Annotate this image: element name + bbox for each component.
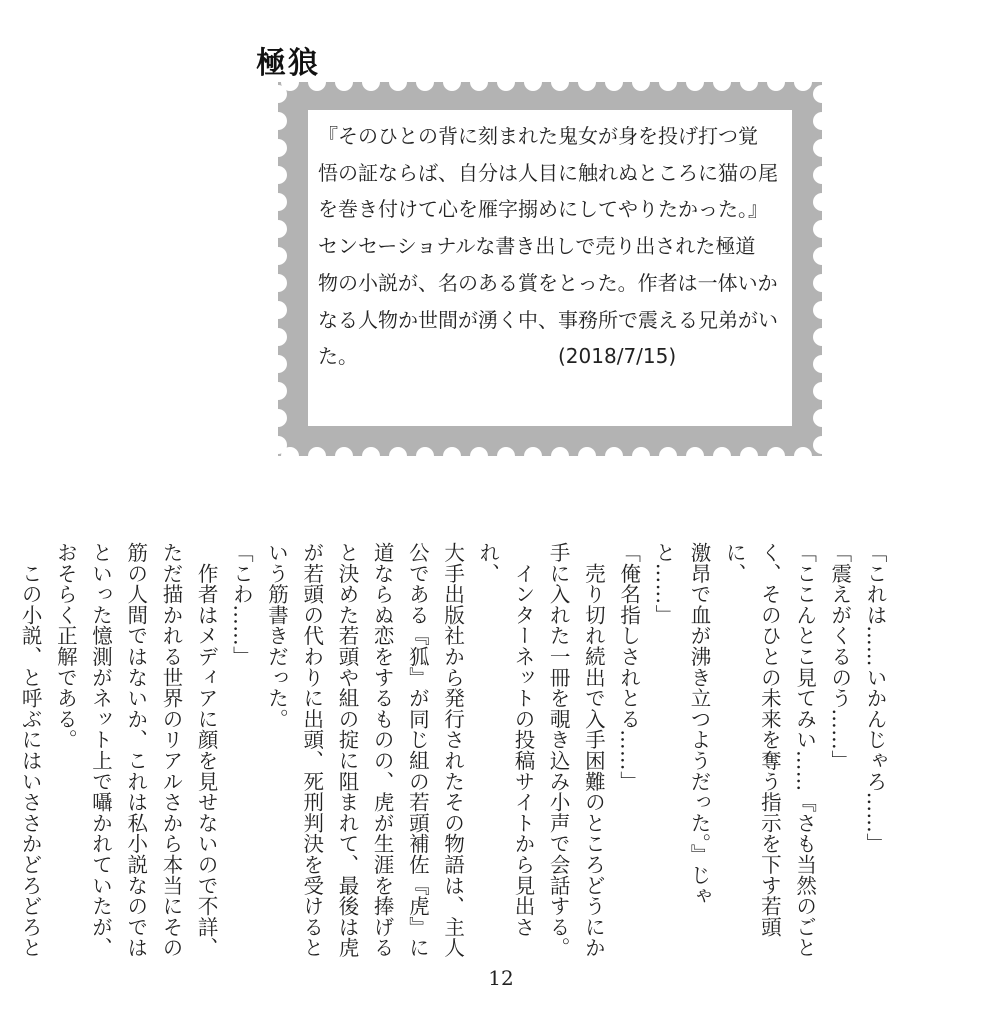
body-line: と決めた若頭や組の掟に阻まれて、最後は虎 [334,542,359,958]
body-line: が若頭の代わりに出頭、死刑判決を受けると [299,542,324,958]
body-line: 「震えがくるのう……」 [827,542,852,771]
synopsis-line-last [318,338,788,375]
body-line: インターネットの投稿サイトから見出され、 [475,542,535,938]
body-line: おそらく正解である。 [53,542,78,750]
body-line: 売り切れ続出で入手困難のところどうにか [581,542,606,958]
body-line: といった憶測がネット上で囁かれていたが、 [88,542,113,958]
body-line: 作者はメディアに顔を見せないので不詳、 [194,542,219,958]
body-line: 大手出版社から発行されたその物語は、主人 [440,542,465,958]
synopsis-line: センセーショナルな書き出しで売り出された極道 [318,234,756,259]
body-text [12,542,892,962]
synopsis-line: 悟の証ならば、自分は人目に触れぬところに猫の尾 [318,160,778,185]
body-line: 「俺名指しされとる……」 [616,542,641,792]
synopsis-line: 『そのひとの背に刻まれた鬼女が身を投げ打つ覚 [318,124,758,148]
body-line: 「こわ……」 [229,542,254,667]
body-line: 「ここんとこ見てみい……『さも当然のごと [792,542,817,958]
body-line: 公である『狐』が同じ組の若頭補佐『虎』に [405,542,430,958]
page-number: 12 [488,966,514,990]
synopsis-date: (2018/7/15) [558,344,677,369]
body-line: 「これは……いかんじゃろ……」 [863,542,887,854]
body-line: この小説、と呼ぶにはいささかどろどろと [18,542,43,958]
body-line: 道ならぬ恋をするものの、虎が生涯を捧げる [370,542,395,958]
synopsis-line: なる人物か世間が湧く中、事務所で震える兄弟がい [318,307,778,332]
synopsis-line: 物の小説が、名のある賞をとった。作者は一体いか [318,270,778,295]
body-line: ただ描かれる世界のリアルさから本当にその [158,542,183,958]
body-line: 筋の人間ではないか、これは私小説なのでは [123,542,148,958]
body-line: 手に入れた一冊を覗き込み小声で会話する。 [546,542,571,958]
body-line: いう筋書きだった。 [264,542,289,730]
story-title: 極狼 [256,46,320,81]
body-line: く、そのひとの未来を奪う指示を下す若頭に、 [722,542,782,938]
synopsis-line: を巻き付けて心を雁字搦めにしてやりたかった。』 [318,197,768,222]
synopsis [318,118,788,375]
body-line: 激昂で血が沸き立つようだった。』じゃと……」 [651,542,711,907]
synopsis-line: た。 [318,344,358,369]
